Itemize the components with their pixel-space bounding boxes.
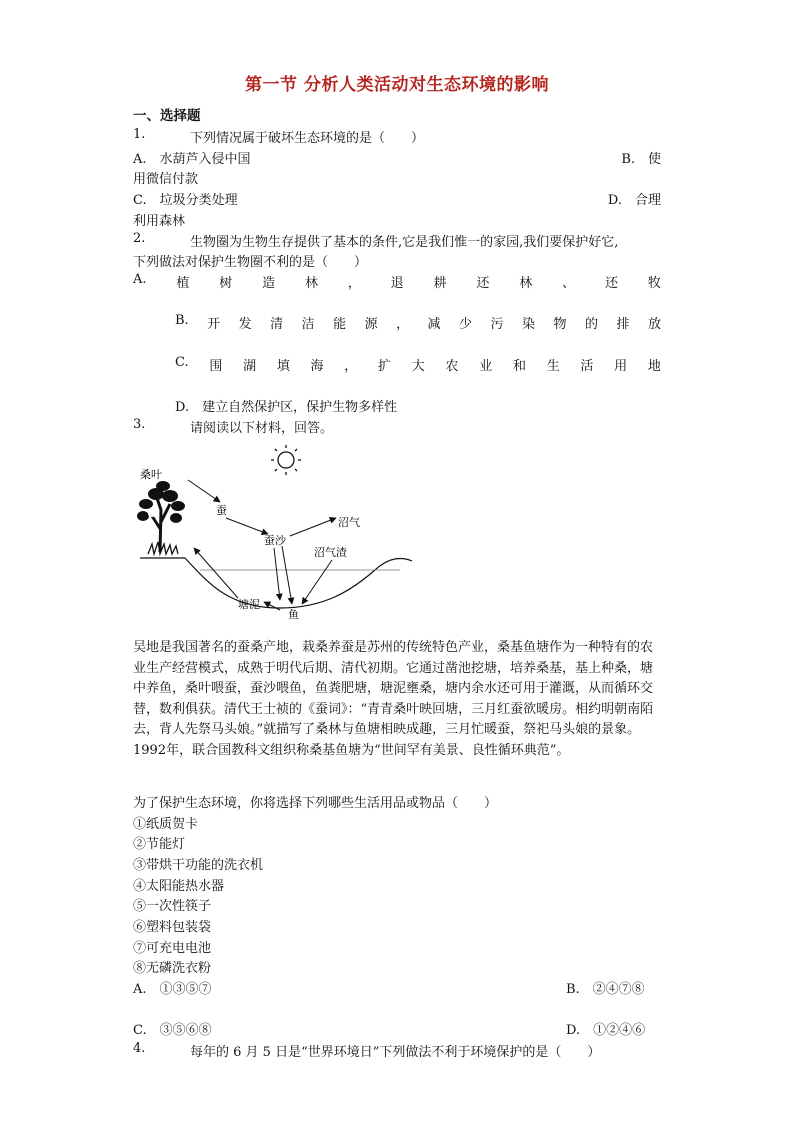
q1-option-a: A. 水葫芦入侵中国	[133, 152, 251, 167]
section-heading: 一、选择题	[133, 108, 201, 124]
q2-c-char: 大	[411, 359, 425, 374]
q3-number: 3.	[133, 417, 146, 432]
q3-item-1: ①纸质贺卡	[133, 817, 199, 832]
q2-c-char: 和	[512, 359, 526, 374]
q2-b-char: 物	[553, 317, 567, 332]
mulberry-tree-icon	[137, 481, 185, 554]
q2-b-char: 洁	[301, 317, 315, 332]
q2-stem-line2: 下列做法对保护生物圈不利的是（ ）	[133, 255, 368, 270]
q1-option-c: C. 垃圾分类处理	[133, 193, 238, 208]
q2-option-c	[175, 355, 661, 374]
q3-option-a: A. ①③⑤⑦	[133, 982, 212, 997]
q2-c-char: 用	[614, 359, 628, 374]
q2-b-char: 排	[616, 317, 630, 332]
q4-number: 4.	[133, 1041, 146, 1056]
q2-c-char: 填	[276, 359, 290, 374]
q2-c-char: C.	[175, 355, 189, 370]
q2-b-char: 污	[490, 317, 504, 332]
q2-option-d: D. 建立自然保护区，保护生物多样性	[175, 400, 398, 415]
q2-a-char: 还	[604, 276, 618, 291]
q2-b-char: 发	[238, 317, 252, 332]
q2-b-char: 的	[584, 317, 598, 332]
q2-b-char: ，	[396, 317, 410, 332]
q3-item-4: ④太阳能热水器	[133, 879, 225, 894]
q2-c-char: 农	[445, 359, 459, 374]
q1-stem: 下列情况属于破坏生态环境的是（ ）	[190, 131, 425, 146]
sun-icon	[271, 445, 301, 475]
q2-b-char: 开	[207, 317, 221, 332]
q3-item-7: ⑦可充电电池	[133, 941, 212, 956]
q2-a-char: 树	[219, 276, 233, 291]
q2-a-char: 牧	[647, 276, 661, 291]
q2-a-char: 退	[390, 276, 404, 291]
q2-b-char: 能	[333, 317, 347, 332]
q2-a-char: 造	[262, 276, 276, 291]
label-silkworm: 蚕	[216, 504, 227, 517]
label-mulberry-leaf: 桑叶	[140, 468, 162, 481]
q2-c-char: 扩	[378, 359, 392, 374]
q2-b-char: 少	[459, 317, 473, 332]
q2-a-char: 耕	[433, 276, 447, 291]
q3-item-6: ⑥塑料包装袋	[133, 920, 212, 935]
q2-a-char: 林	[304, 276, 318, 291]
q2-c-char: 湖	[243, 359, 257, 374]
q3-reading-paragraph: 吴地是我国著名的蚕桑产地，栽桑养蚕是苏州的传统特色产业，桑基鱼塘作为一种特有的农业生产经营模式，成熟于明代后期、清代初期。它通过凿池挖塘，培养桑基，基上种桑，塘中养鱼，桑叶喂蚕，蚕沙喂鱼，鱼粪肥塘，塘泥壅桑，塘内余水还可用于灌溉，从而循环交替，数利俱获。清代王士祯的《蚕词》：“青青桑叶映回塘，三月红蚕欲暖房。相约明朝南陌去，背人先祭马头娘。”就描写了桑林与鱼塘相映成趣，三月忙暖蚕，祭祀马头娘的景象。1992年，联合国教科文组织称桑基鱼塘为“世间罕有美景、良性循环典范”。	[133, 640, 654, 758]
q2-c-char: 围	[209, 359, 223, 374]
q2-a-char: A.	[133, 272, 147, 287]
q2-option-b	[175, 313, 661, 332]
q4-stem: 每年的 6 月 5 日是“世界环境日”下列做法不利于环境保护的是（ ）	[190, 1045, 601, 1060]
q2-option-a	[133, 272, 661, 291]
q2-a-char: 林	[519, 276, 533, 291]
q2-b-char: 减	[427, 317, 441, 332]
q3-item-5: ⑤一次性筷子	[133, 899, 212, 914]
q1-option-d: D. 合理	[607, 193, 661, 208]
q2-b-char: B.	[175, 313, 189, 328]
q2-c-char: 地	[647, 359, 661, 374]
q2-c-char: 海	[310, 359, 324, 374]
q3-question: 为了保护生态环境，你将选择下列哪些生活用品或物品（ ）	[133, 796, 498, 811]
q2-stem-line1: 生物圈为生物生存提供了基本的条件,它是我们惟一的家园,我们要保护好它,	[190, 235, 619, 250]
q3-option-d: D. ①②④⑥	[566, 1023, 646, 1038]
q3-item-3: ③带烘干功能的洗衣机	[133, 858, 264, 873]
q2-c-char: 生	[546, 359, 560, 374]
q2-b-char: 放	[647, 317, 661, 332]
q2-b-char: 源	[364, 317, 378, 332]
q2-b-char: 清	[270, 317, 284, 332]
flow-arrows	[188, 480, 336, 610]
q3-item-2: ②节能灯	[133, 837, 186, 852]
label-biogas: 沼气	[338, 516, 360, 529]
q3-stem: 请阅读以下材料，回答。	[190, 421, 334, 436]
mulberry-fish-pond-diagram	[130, 440, 420, 630]
label-pond-mud: 塘泥	[238, 598, 260, 611]
label-fish: 鱼	[288, 608, 299, 621]
q2-number: 2.	[133, 231, 146, 246]
page-title: 第一节 分析人类活动对生态环境的影响	[245, 75, 549, 95]
q2-c-char: 活	[580, 359, 594, 374]
q1-option-d-cont: 利用森林	[133, 214, 186, 229]
q3-option-b: B. ②④⑦⑧	[566, 982, 645, 997]
q2-a-char: 还	[476, 276, 490, 291]
q3-item-8: ⑧无磷洗衣粉	[133, 961, 212, 976]
q2-c-char: ，	[344, 359, 358, 374]
q2-a-char: 植	[176, 276, 190, 291]
q2-a-char: ，	[347, 276, 361, 291]
q2-c-char: 业	[479, 359, 493, 374]
q2-b-char: 染	[522, 317, 536, 332]
q3-option-c: C. ③⑤⑥⑧	[133, 1023, 212, 1038]
q1-option-b: B. 使	[621, 152, 661, 167]
q1-number: 1.	[133, 127, 146, 142]
label-silkworm-sand: 蚕沙	[264, 534, 286, 547]
label-biogas-residue: 沼气渣	[314, 546, 347, 559]
q2-a-char: 、	[562, 276, 576, 291]
q1-option-b-cont: 用微信付款	[133, 172, 199, 187]
